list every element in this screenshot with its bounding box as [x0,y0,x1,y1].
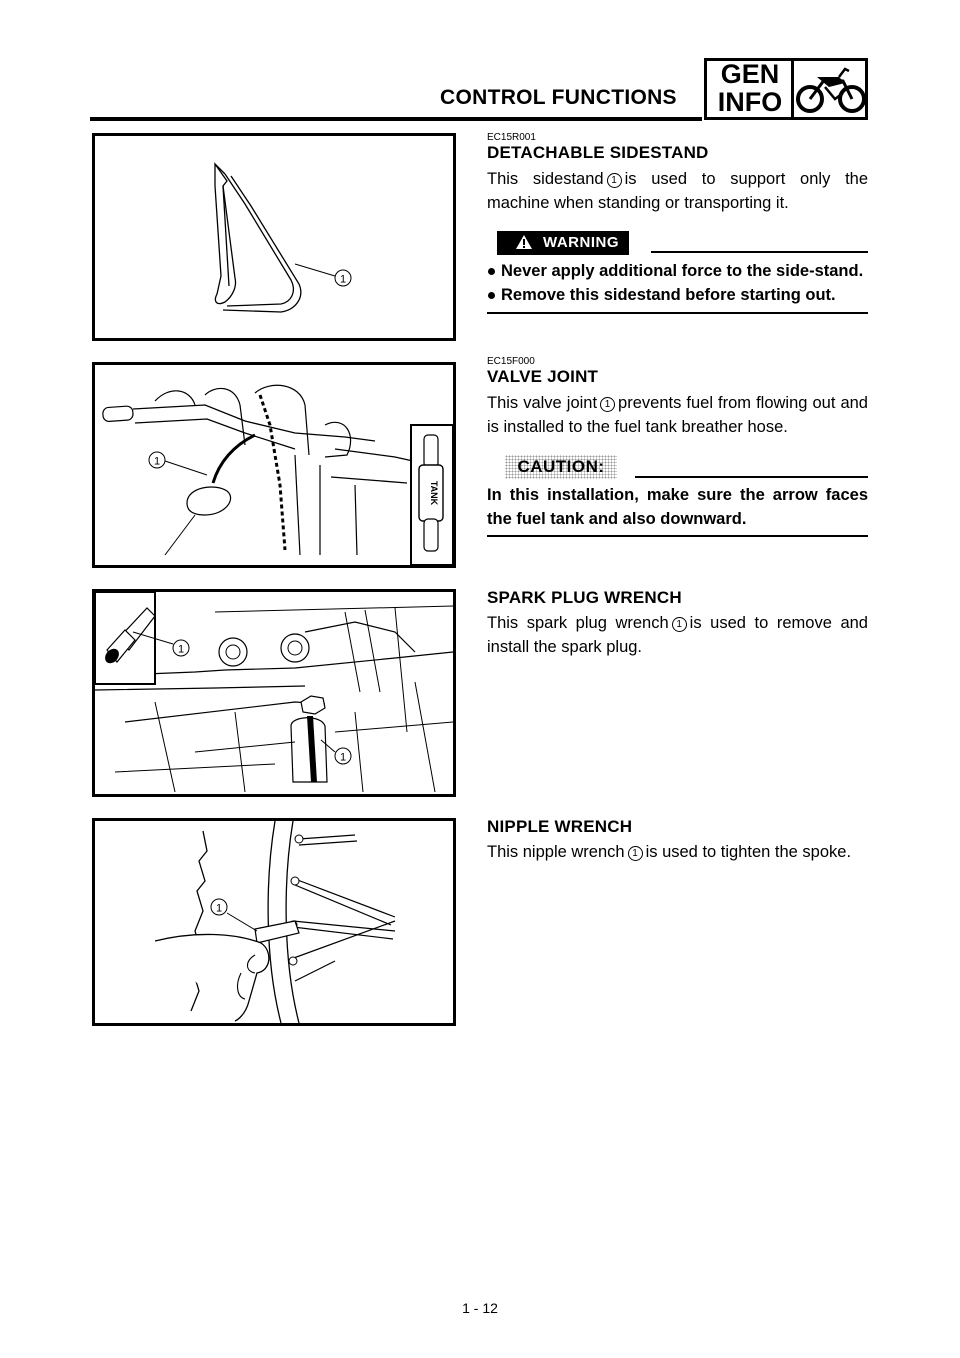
sidestand-illustration [92,133,456,341]
section-body: This spark plug wrench 1 is used to remove and install the spark plug. [487,614,868,656]
warning-badge [497,231,629,255]
caution-end-rule [487,535,868,537]
nipple-wrench-illustration [92,818,456,1026]
section-code: EC15F000 [487,356,535,367]
warning-rule [651,251,868,253]
section-code: EC15R001 [487,132,536,143]
section-heading: SPARK PLUG WRENCH [487,588,682,607]
warning-label: WARNING [543,234,619,251]
section-body: This nipple wrench 1 is used to tighten the spoke. [487,843,852,861]
page-title: CONTROL FUNCTIONS [440,86,677,109]
section-body: This valve joint 1 prevents fuel from flowing out and is installed to the fuel tank breather hose. [487,394,868,436]
callout-marker: 1 [600,397,615,412]
tank-label: TANK [429,480,439,506]
warning-bullet: Remove this sidestand before starting out. [487,283,868,307]
valve-joint-illustration [92,362,456,568]
callout-number: 1 [339,751,347,764]
warning-bullet: Never apply additional force to the side-stand. [487,259,868,283]
tab-divider [791,61,794,117]
valve-joint-section [487,356,868,537]
page-number: 1 - 12 [462,1300,498,1316]
section-heading: DETACHABLE SIDESTAND [487,143,709,162]
section-body: This sidestand 1 is used to support only the machine when standing or transporting it. [487,170,869,212]
spark-plug-section [487,588,868,659]
callout-marker: 1 [607,173,622,188]
caution-rule [635,476,868,478]
motorcycle-icon [795,65,867,117]
sidestand-section [487,132,868,314]
caution-header [487,455,868,481]
callout-number: 1 [177,643,185,656]
warning-header [487,231,868,257]
caution-text: In this installation, make sure the arrow faces the fuel tank and also downward. [487,486,868,528]
section-heading: VALVE JOINT [487,367,599,386]
warning-triangle-icon [515,234,533,250]
nipple-wrench-section [487,817,868,864]
callout-number: 1 [153,455,161,468]
callout-number: 1 [215,902,223,915]
section-tab-box [704,58,868,120]
section-heading: NIPPLE WRENCH [487,817,633,836]
callout-number: 1 [339,273,347,286]
caution-badge: CAUTION: [505,455,617,479]
callout-marker: 1 [628,846,643,861]
callout-marker: 1 [672,617,687,632]
warning-list [487,259,868,307]
header-rule [90,117,702,121]
spark-plug-wrench-illustration [92,589,456,797]
warning-end-rule [487,312,868,314]
section-tab-label: GEN INFO [717,59,783,117]
